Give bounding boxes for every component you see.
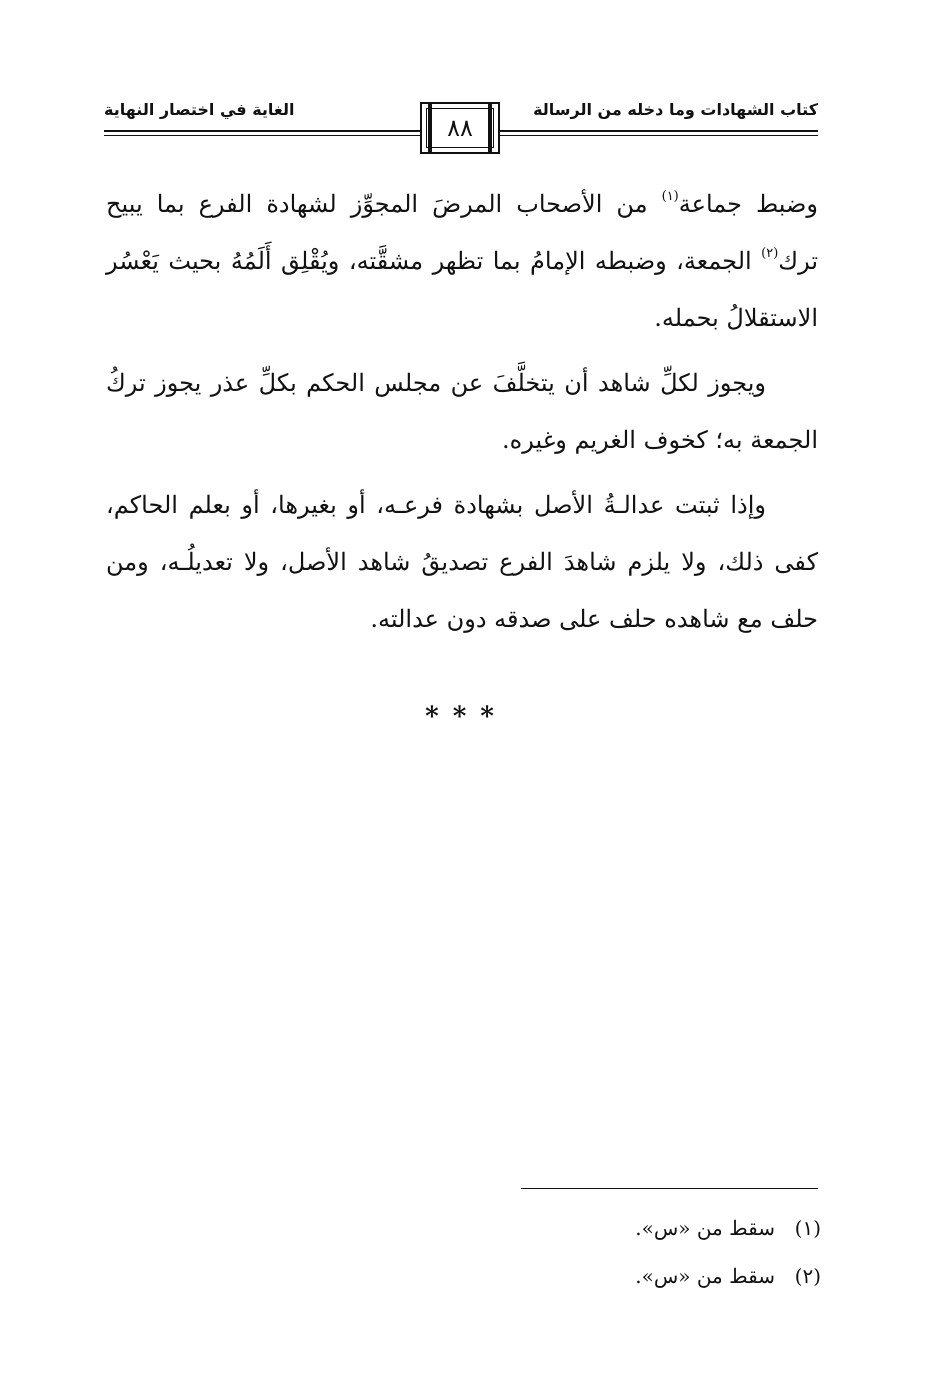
footnote-number: (١) bbox=[794, 1216, 821, 1240]
paragraph-1-end: الجمعة، وضبطه الإمامُ بما تظهر مشقَّته، ويُقْلِق أَلَمُهُ بحيث يَعْسُر الاستقلالُ بحمله. bbox=[106, 247, 818, 332]
footnotes bbox=[635, 1204, 821, 1300]
running-header-title: الغاية في اختصار النهاية bbox=[104, 100, 295, 119]
header-rule-left-top bbox=[104, 130, 420, 132]
page-number: ٨٨ bbox=[447, 114, 473, 142]
paragraph-2: ويجوز لكلِّ شاهد أن يتخلَّفَ عن مجلس الحكم بكلِّ عذر يجوز تركُ الجمعة به؛ كخوف الغريم وغيره. bbox=[106, 369, 818, 454]
footnote-number: (٢) bbox=[794, 1264, 821, 1288]
running-header-section: كتاب الشهادات وما دخله من الرسالة bbox=[533, 100, 818, 119]
paragraph-3: وإذا ثبتت عدالـةُ الأصل بشهادة فرعـه، أو بغيرها، أو بعلم الحاكم، كفى ذلك، ولا يلزم شاهدَ الفرع تصديقُ شاهد الأصل، ولا تعديلُـه، ومن حلف مع شاهده حلف على صدقه دون عدالته. bbox=[106, 491, 818, 633]
page-header bbox=[104, 92, 818, 162]
paragraph-1-start: وضبط جماعة bbox=[678, 190, 818, 218]
header-rule-left-bottom bbox=[104, 135, 420, 136]
header-rule-right-top bbox=[500, 130, 818, 132]
section-divider-asterisks: *** bbox=[425, 702, 508, 732]
paragraph-1-middle: من الأصحاب المرضَ المجوِّز لشهادة الفرع بما يبيح ترك bbox=[106, 190, 818, 275]
paragraph-1 bbox=[106, 176, 818, 347]
page-number-box bbox=[420, 102, 500, 154]
footnote-separator bbox=[521, 1188, 818, 1189]
header-rule-right-bottom bbox=[500, 135, 818, 136]
footnote-text: سقط من «س». bbox=[635, 1264, 775, 1288]
footnote-1 bbox=[635, 1204, 821, 1252]
footnote-text: سقط من «س». bbox=[635, 1216, 775, 1240]
footnote-ref-2: (٢) bbox=[761, 246, 779, 261]
footnote-ref-1: (١) bbox=[661, 189, 679, 204]
main-text bbox=[106, 176, 818, 656]
footnote-2 bbox=[635, 1252, 821, 1300]
